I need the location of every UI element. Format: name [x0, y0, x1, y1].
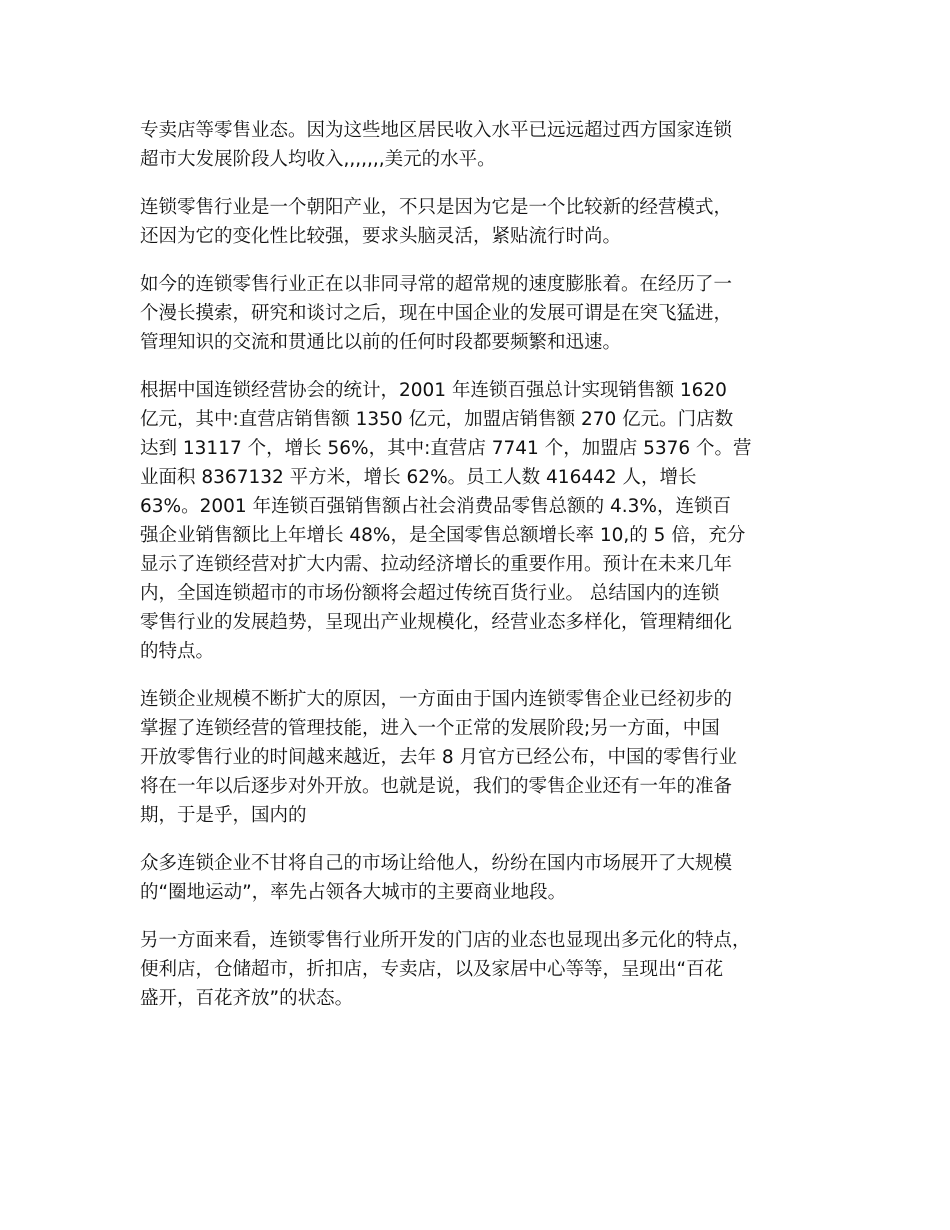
- text-line: 根据中国连锁经营协会的统计，2001 年连锁百强总计实现销售额 1620: [140, 380, 727, 401]
- text-line: 业面积 8367132 平方米，增长 62%。员工人数 416442 人，增长: [140, 467, 697, 488]
- paragraph: [140, 193, 830, 251]
- text-line: 管理知识的交流和贯通比以前的任何时段都要频繁和迅速。: [140, 332, 622, 353]
- text-line: 63%。2001 年连锁百强销售额占社会消费品零售总额的 4.3%，连锁百: [140, 496, 731, 517]
- text-line: 另一方面来看，连锁零售行业所开发的门店的业态也显现出多元化的特点，: [140, 930, 751, 951]
- text-line: 盛开，百花齐放”的状态。: [140, 988, 354, 1009]
- text-line: 期，于是乎，国内的: [140, 805, 307, 826]
- text-line: 众多连锁企业不甘将自己的市场让给他人，纷纷在国内市场展开了大规模: [140, 853, 733, 874]
- text-line: 还因为它的变化性比较强，要求头脑灵活，紧贴流行时尚。: [140, 226, 622, 247]
- text-line: 达到 13117 个，增长 56%，其中:直营店 7741 个，加盟店 5376 个。营: [140, 438, 752, 459]
- text-line: 内，全国连锁超市的市场份额将会超过传统百货行业。 总结国内的连锁: [140, 583, 720, 604]
- text-line: 如今的连锁零售行业正在以非同寻常的超常规的速度膨胀着。在经历了一: [140, 274, 733, 295]
- text-line: 连锁企业规模不断扩大的原因，一方面由于国内连锁零售企业已经初步的: [140, 689, 733, 710]
- text-line: 便利店，仓储超市，折扣店，专卖店，以及家居中心等等，呈现出“百花: [140, 959, 724, 980]
- text-line: 个漫长摸索，研究和谈讨之后，现在中国企业的发展可谓是在突飞猛进，: [140, 303, 733, 324]
- text-line: 超市大发展阶段人均收入,,,,,,,美元的水平。: [140, 149, 496, 170]
- paragraph: [140, 926, 830, 1013]
- text-line: 的“圈地运动”，率先占领各大城市的主要商业地段。: [140, 882, 567, 903]
- text-line: 开放零售行业的时间越来越近，去年 8 月官方已经公布，中国的零售行业: [140, 747, 738, 768]
- paragraph: [140, 376, 830, 666]
- document-body: [140, 116, 830, 1032]
- text-line: 显示了连锁经营对扩大内需、拉动经济增长的重要作用。预计在未来几年: [140, 554, 733, 575]
- text-line: 亿元，其中:直营店销售额 1350 亿元，加盟店销售额 270 亿元。门店数: [140, 409, 734, 430]
- paragraph: [140, 849, 830, 907]
- text-line: 将在一年以后逐步对外开放。也就是说，我们的零售企业还有一年的准备: [140, 776, 733, 797]
- paragraph: [140, 116, 830, 174]
- text-line: 连锁零售行业是一个朝阳产业，不只是因为它是一个比较新的经营模式，: [140, 197, 733, 218]
- paragraph: [140, 270, 830, 357]
- text-line: 零售行业的发展趋势，呈现出产业规模化，经营业态多样化，管理精细化: [140, 612, 733, 633]
- text-line: 的特点。: [140, 641, 215, 662]
- text-line: 强企业销售额比上年增长 48%，是全国零售总额增长率 10,的 5 倍，充分: [140, 525, 746, 546]
- text-line: 专卖店等零售业态。因为这些地区居民收入水平已远远超过西方国家连锁: [140, 120, 733, 141]
- text-line: 掌握了连锁经营的管理技能，进入一个正常的发展阶段;另一方面，中国: [140, 718, 720, 739]
- paragraph: [140, 685, 830, 830]
